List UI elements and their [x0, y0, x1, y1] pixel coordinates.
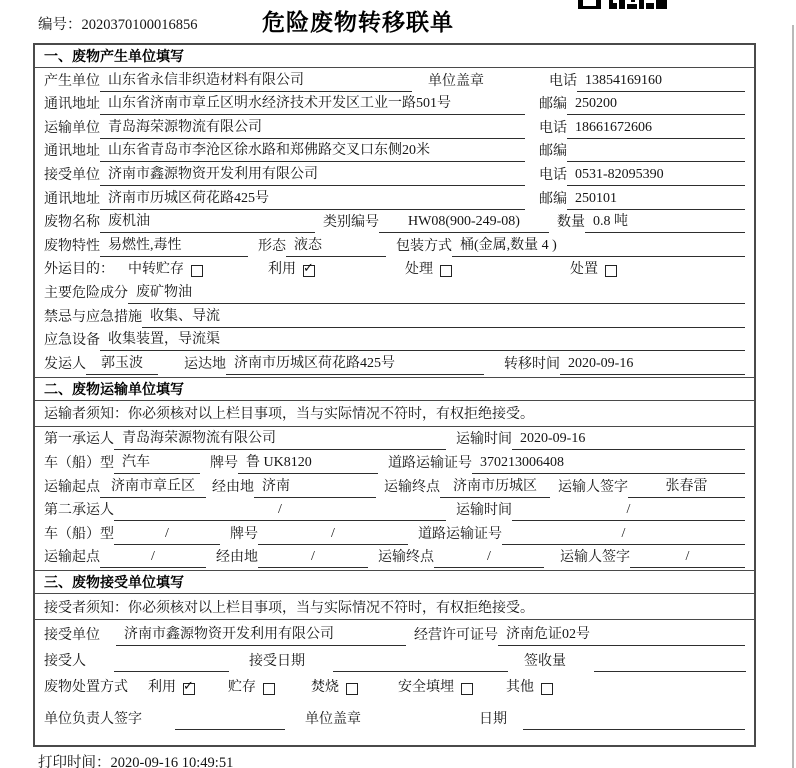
destination-value: 济南市历城区荷花路425号 — [226, 352, 484, 375]
row-receiver — [35, 162, 754, 186]
unit-seal-label: 单位盖章 — [428, 73, 484, 89]
date-label: 日期 — [479, 712, 507, 728]
row-recipient — [35, 646, 754, 672]
packaging-label: 包装方式 — [396, 238, 452, 254]
sign1-label: 运输人签字 — [558, 479, 628, 495]
disposal-use-checkbox — [183, 683, 195, 695]
row-shipper — [35, 351, 754, 375]
permit-value: 济南危证02号 — [498, 623, 745, 646]
equipment-value: 收集装置，导流渠 — [100, 328, 745, 351]
zip3-value: 250101 — [567, 191, 745, 210]
permit-label: 经营许可证号 — [414, 628, 498, 644]
disposal-incinerate-checkbox — [346, 683, 358, 695]
plate2-value: / — [258, 526, 408, 545]
phone2-label: 电话 — [539, 120, 567, 136]
phone1-label: 电话 — [549, 73, 577, 89]
phone3-label: 电话 — [539, 167, 567, 183]
received-qty-value — [594, 669, 746, 672]
address3-value: 济南市历城区荷花路425号 — [100, 187, 525, 210]
document-header — [0, 0, 796, 43]
row-receiver-address — [35, 186, 754, 210]
row-vehicle2 — [35, 521, 754, 545]
serial-value: 2020370100016856 — [81, 17, 198, 33]
purpose-treat-checkbox — [440, 265, 452, 277]
equipment-label: 应急设备 — [44, 333, 100, 349]
category-label: 类别编号 — [323, 215, 379, 231]
section2-title: 二、废物运输单位填写 — [35, 378, 754, 401]
shipper-label: 发运人 — [44, 356, 86, 372]
producer-value: 山东省永信非织造材料有限公司 — [100, 69, 412, 92]
row-route1 — [35, 474, 754, 498]
purpose-option-use-label: 利用 — [268, 262, 296, 278]
phone1-value: 13854169160 — [577, 73, 745, 92]
time2-label: 运输时间 — [456, 503, 512, 519]
section2-notice: 运输者须知：你必须核对以上栏目事项，当与实际情况不符时，有权拒绝接受。 — [35, 401, 754, 427]
purpose-label: 外运目的： — [44, 262, 114, 278]
via1-value: 济南 — [254, 475, 376, 498]
plate1-label: 牌号 — [210, 455, 238, 471]
row-hazard-components — [35, 280, 754, 304]
row-second-carrier — [35, 498, 754, 522]
category-value: HW08(900-249-08) — [379, 214, 549, 233]
date-value — [523, 727, 745, 730]
emergency-value: 收集、导流 — [142, 305, 745, 328]
via2-label: 经由地 — [216, 550, 258, 566]
disposal-option-landfill-label: 安全填埋 — [398, 680, 454, 696]
road-permit2-label: 道路运输证号 — [418, 526, 502, 542]
zip1-value: 250200 — [567, 96, 745, 115]
row-transport-purpose — [35, 257, 754, 281]
terminus1-value: 济南市历城区 — [440, 475, 550, 498]
purpose-dispose-checkbox — [605, 265, 617, 277]
row-first-carrier — [35, 427, 754, 451]
vehicle1-value: 汽车 — [114, 451, 200, 474]
recipient-label: 接受人 — [44, 654, 86, 670]
origin2-value: / — [100, 549, 206, 568]
origin2-label: 运输起点 — [44, 550, 100, 566]
section3-title: 三、废物接受单位填写 — [35, 571, 754, 594]
hazard-label: 主要危险成分 — [44, 285, 128, 301]
quantity-label: 数量 — [557, 215, 585, 231]
time2-value: / — [512, 502, 745, 521]
time1-value: 2020-09-16 — [512, 431, 745, 450]
zip3-label: 邮编 — [539, 191, 567, 207]
receiver-label: 接受单位 — [44, 167, 100, 183]
transporter-label: 运输单位 — [44, 120, 100, 136]
row-vehicle1 — [35, 450, 754, 474]
sign1-value: 张春雷 — [628, 475, 745, 498]
transfer-time-value: 2020-09-16 — [560, 356, 745, 375]
print-time-label: 打印时间： — [38, 755, 111, 768]
row-waste-name — [35, 210, 754, 234]
zip2-value — [567, 159, 745, 162]
vehicle1-label: 车（船）型 — [44, 455, 114, 471]
plate2-label: 牌号 — [230, 526, 258, 542]
terminus2-value: / — [434, 549, 544, 568]
carrier2-value: / — [114, 502, 446, 521]
disposal-option-other-label: 其他 — [506, 680, 534, 696]
head-sign-value — [175, 727, 285, 730]
disposal-store-checkbox — [263, 683, 275, 695]
terminus1-label: 运输终点 — [384, 479, 440, 495]
row-accepting-unit — [35, 620, 754, 646]
row-transporter — [35, 115, 754, 139]
phone2-value: 18661672606 — [567, 120, 745, 139]
road-permit2-value: / — [502, 526, 745, 545]
sign2-label: 运输人签字 — [560, 550, 630, 566]
form-value: 液态 — [286, 234, 386, 257]
carrier2-label: 第二承运人 — [44, 503, 114, 519]
time1-label: 运输时间 — [456, 432, 512, 448]
address1-label: 通讯地址 — [44, 97, 100, 113]
purpose-option-treat-label: 处理 — [405, 262, 433, 278]
waste-name-label: 废物名称 — [44, 215, 100, 231]
row-head-signature — [35, 698, 754, 739]
row-waste-characteristics — [35, 233, 754, 257]
sign2-value: / — [630, 549, 745, 568]
section3-notice: 接受者须知：你必须核对以上栏目事项，当与实际情况不符时，有权拒绝接受。 — [35, 594, 754, 620]
page-edge-divider — [792, 25, 794, 768]
waste-name-value: 废机油 — [100, 210, 315, 233]
disposal-option-incinerate-label: 焚烧 — [311, 680, 339, 696]
accepting-unit-value: 济南市鑫源物资开发利用有限公司 — [116, 623, 406, 646]
row-emergency-equipment — [35, 328, 754, 352]
carrier1-value: 青岛海荣源物流有限公司 — [114, 427, 446, 450]
disposal-label: 废物处置方式 — [44, 680, 128, 696]
producer-label: 产生单位 — [44, 73, 100, 89]
disposal-option-use-label: 利用 — [148, 680, 176, 696]
page-title: 危险废物转移联单 — [262, 9, 454, 35]
unit-seal2-label: 单位盖章 — [305, 712, 361, 728]
terminus2-label: 运输终点 — [378, 550, 434, 566]
row-disposal-method — [35, 672, 754, 698]
transfer-time-label: 转移时间 — [504, 356, 560, 372]
row-route2 — [35, 545, 754, 569]
phone3-value: 0531-82095390 — [567, 167, 745, 186]
head-sign-label: 单位负责人签字 — [44, 712, 142, 728]
packaging-value: 桶(金属,数量 4 ) — [452, 234, 745, 257]
destination-label: 运达地 — [184, 356, 226, 372]
transfer-form-table — [33, 43, 756, 747]
shipper-value: 郭玉波 — [86, 352, 158, 375]
zip1-label: 邮编 — [539, 97, 567, 113]
purpose-use-checkbox — [303, 265, 315, 277]
accepting-unit-label: 接受单位 — [44, 628, 100, 644]
road-permit1-label: 道路运输证号 — [388, 455, 472, 471]
hazard-value: 废矿物油 — [128, 281, 745, 304]
accept-date-label: 接受日期 — [249, 654, 305, 670]
serial-label: 编号： — [38, 17, 82, 33]
accept-date-value — [333, 669, 508, 672]
address2-value: 山东省青岛市李沧区徐水路和郑佛路交叉口东侧20米 — [100, 139, 525, 162]
row-emergency-measures — [35, 304, 754, 328]
form-label: 形态 — [258, 238, 286, 254]
row-producer-address — [35, 92, 754, 116]
print-time-value: 2020-09-16 10:49:51 — [110, 755, 234, 768]
via1-label: 经由地 — [212, 479, 254, 495]
characteristics-value: 易燃性,毒性 — [100, 234, 248, 257]
carrier1-label: 第一承运人 — [44, 432, 114, 448]
via2-value: / — [258, 549, 368, 568]
transporter-value: 青岛海荣源物流有限公司 — [100, 116, 525, 139]
received-qty-label: 签收量 — [524, 654, 566, 670]
zip2-label: 邮编 — [539, 144, 567, 160]
address2-label: 通讯地址 — [44, 144, 100, 160]
print-time-line — [38, 751, 233, 768]
quantity-value: 0.8 吨 — [585, 210, 745, 233]
origin1-value: 济南市章丘区 — [100, 475, 206, 498]
qr-code-fragment-icon — [578, 0, 670, 10]
purpose-option-storage-label: 中转贮存 — [128, 262, 184, 278]
receiver-value: 济南市鑫源物资开发利用有限公司 — [100, 163, 525, 186]
recipient-value — [114, 669, 229, 672]
row-transporter-address — [35, 139, 754, 163]
characteristics-label: 废物特性 — [44, 238, 100, 254]
origin1-label: 运输起点 — [44, 479, 100, 495]
disposal-option-store-label: 贮存 — [228, 680, 256, 696]
address1-value: 山东省济南市章丘区明水经济技术开发区工业一路501号 — [100, 92, 525, 115]
section1-title: 一、废物产生单位填写 — [35, 45, 754, 68]
road-permit1-value: 370213006408 — [472, 455, 745, 474]
purpose-option-dispose-label: 处置 — [570, 262, 598, 278]
address3-label: 通讯地址 — [44, 191, 100, 207]
emergency-label: 禁忌与应急措施 — [44, 309, 142, 325]
row-producer — [35, 68, 754, 92]
vehicle2-value: / — [114, 526, 220, 545]
purpose-storage-checkbox — [191, 265, 203, 277]
disposal-other-checkbox — [541, 683, 553, 695]
disposal-landfill-checkbox — [461, 683, 473, 695]
vehicle2-label: 车（船）型 — [44, 526, 114, 542]
plate1-value: 鲁 UK8120 — [238, 451, 378, 474]
